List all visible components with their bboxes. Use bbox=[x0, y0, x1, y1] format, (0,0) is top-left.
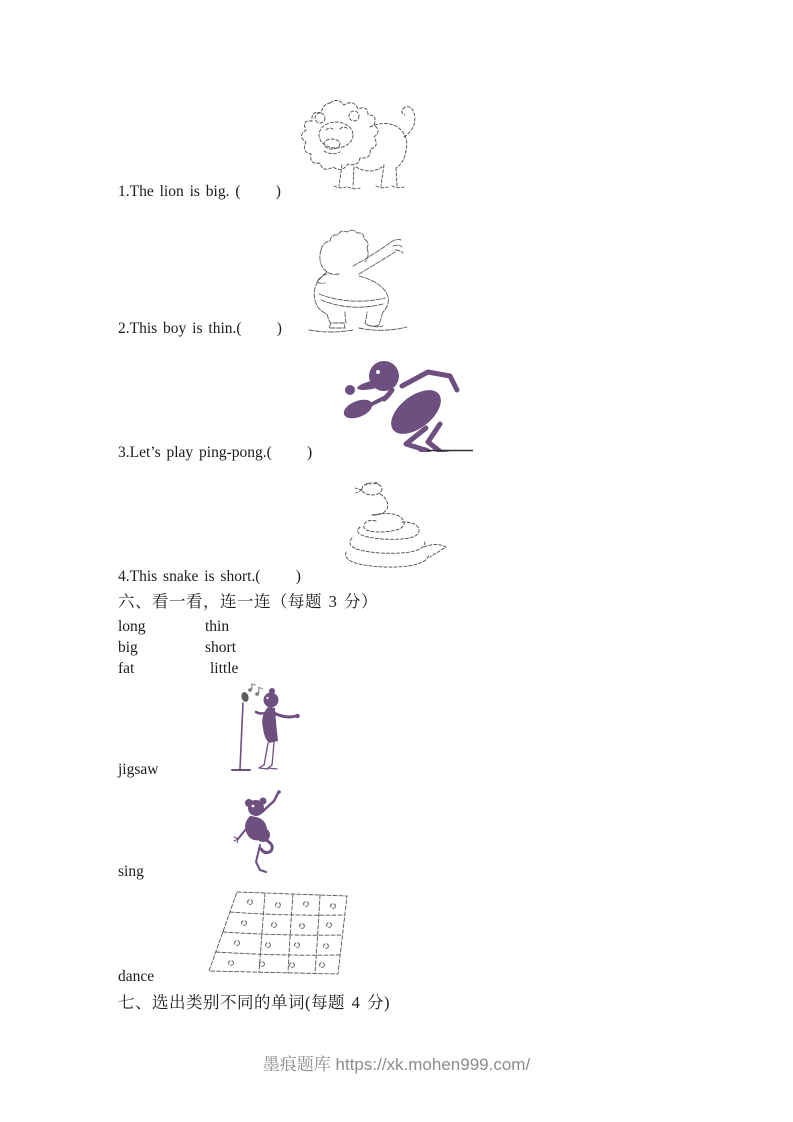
site-footer: 墨痕题库 https://xk.mohen999.com/ bbox=[262, 1055, 531, 1074]
question-1: 1.The lion is big. ( ) bbox=[118, 183, 281, 200]
pingpong-player-illustration bbox=[330, 352, 475, 452]
question-2: 2.This boy is thin.( ) bbox=[118, 320, 282, 337]
word-long: long bbox=[118, 618, 146, 635]
word-little: little bbox=[210, 660, 239, 677]
section-6-title: 六、看一看，连一连（每题 3 分） bbox=[118, 592, 378, 611]
puzzle-illustration bbox=[204, 889, 354, 977]
word-big: big bbox=[118, 639, 138, 656]
singer-illustration bbox=[226, 683, 326, 778]
section-7-title: 七、选出类别不同的单词(每题 4 分) bbox=[118, 993, 390, 1012]
word-fat: fat bbox=[118, 660, 135, 677]
dancer-illustration bbox=[230, 788, 290, 873]
label-dance: dance bbox=[118, 968, 155, 985]
lion-illustration bbox=[278, 95, 423, 195]
question-3: 3.Let’s play ping-pong.( ) bbox=[118, 444, 313, 461]
word-short: short bbox=[205, 639, 236, 656]
question-4: 4.This snake is short.( ) bbox=[118, 568, 301, 585]
snake-illustration bbox=[320, 478, 450, 578]
word-thin: thin bbox=[205, 618, 230, 635]
boy-illustration bbox=[283, 222, 420, 334]
label-jigsaw: jigsaw bbox=[118, 761, 159, 778]
label-sing: sing bbox=[118, 863, 144, 880]
